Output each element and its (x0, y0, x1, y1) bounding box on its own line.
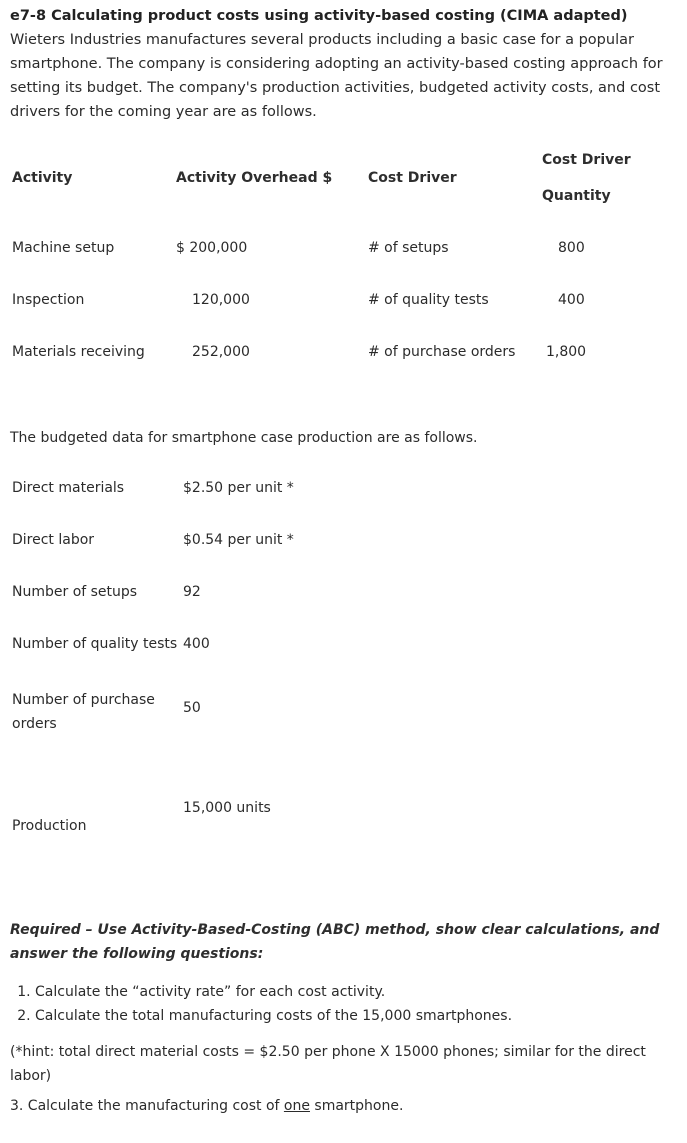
activity-row-inspection-quantity: 400 (558, 292, 585, 308)
activity-row-receiving-quantity: 1,800 (546, 344, 587, 360)
activity-row-inspection-driver: # of quality tests (368, 292, 489, 308)
activity-row-setup-overhead: $ 200,000 (176, 240, 248, 256)
budget-value-direct-materials: $2.50 per unit * (183, 480, 294, 496)
budget-label-purchase-orders: Number of purchase orders (12, 692, 155, 732)
question-2: 2. Calculate the total manufacturing costs of the 15,000 smartphones. (35, 1004, 675, 1028)
activity-row-setup-quantity: 800 (558, 240, 585, 256)
question-3-suffix: smartphone. (309, 1098, 404, 1114)
question-1: 1. Calculate the “activity rate” for each cost activity. (35, 980, 675, 1004)
question-list (15, 980, 675, 1028)
activity-row-setup-driver: # of setups (368, 240, 449, 256)
budget-value-quality-tests: 400 (183, 636, 210, 652)
required-instructions: Required – Use Activity-Based-Costing (ABC) method, show clear calculations, and answer the following questions: (10, 922, 660, 962)
problem-title: e7-8 Calculating product costs using activity-based costing (CIMA adapted) (10, 8, 628, 24)
header-quantity-line2: Quantity (542, 188, 611, 204)
activity-row-setup-name: Machine setup (12, 240, 115, 256)
hint-text: (*hint: total direct material costs = $2.50 per phone X 15000 phones; similar for the direct labor) (10, 1044, 646, 1084)
header-overhead: Activity Overhead $ (176, 170, 333, 186)
activity-row-receiving-name: Materials receiving (12, 344, 145, 360)
budget-value-production: 15,000 units (183, 800, 271, 816)
activity-row-receiving-overhead: 252,000 (192, 344, 250, 360)
budget-label-direct-labor: Direct labor (12, 532, 95, 548)
activity-row-receiving-driver: # of purchase orders (368, 344, 516, 360)
header-cost-driver: Cost Driver (368, 170, 457, 186)
budget-value-purchase-orders: 50 (183, 700, 201, 716)
intro-paragraph (10, 4, 670, 124)
header-activity: Activity (12, 170, 73, 186)
budget-label-production: Production (12, 818, 87, 834)
activity-row-inspection-name: Inspection (12, 292, 85, 308)
budget-label-quality-tests: Number of quality tests (12, 636, 178, 652)
budget-label-direct-materials: Direct materials (12, 480, 125, 496)
budget-intro: The budgeted data for smartphone case production are as follows. (10, 430, 478, 446)
budget-value-direct-labor: $0.54 per unit * (183, 532, 294, 548)
question-3-prefix: 3. Calculate the manufacturing cost of (10, 1098, 284, 1114)
budget-value-setups: 92 (183, 584, 201, 600)
question-3-underlined: one (283, 1098, 310, 1114)
budget-label-setups: Number of setups (12, 584, 138, 600)
question-3 (10, 1098, 403, 1114)
intro-body: Wieters Industries manufactures several products including a basic case for a popular smartphone. The company is considering adopting an activity-based costing approach for setting its budget. The company's production activities, budgeted activity costs, and cost drivers for the coming year are as follows. (10, 32, 663, 120)
header-quantity-line1: Cost Driver (542, 152, 631, 168)
activity-row-inspection-overhead: 120,000 (192, 292, 250, 308)
